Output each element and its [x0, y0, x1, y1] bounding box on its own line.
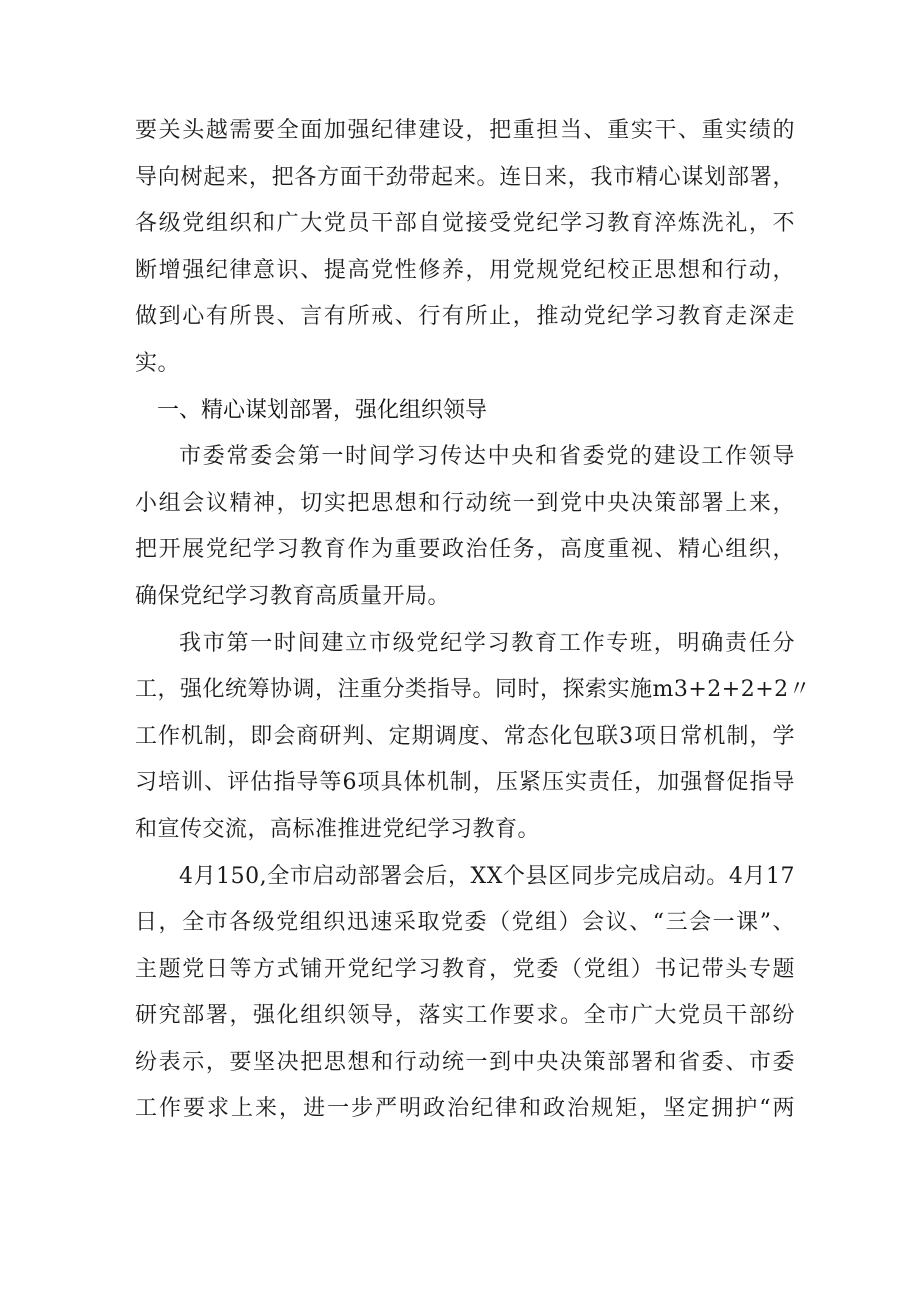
text-line: 实。 — [135, 350, 181, 376]
text-line: 断增强纪律意识、提高党性修养，用党规党纪校正思想和行动， — [135, 257, 795, 283]
document-body — [135, 108, 812, 1133]
text-line: 工作机制，即会商研判、定期调度、常态化包联3项日常机制，学 — [135, 723, 795, 749]
text-line: 工，强化统筹协调，注重分类指导。同时，探索实施m3+2+2+2〃 — [135, 677, 812, 703]
text-line: 日，全市各级党组织迅速采取党委（党组）会议、“三会一课”、 — [135, 910, 795, 936]
text-line: 确保党纪学习教育高质量开局。 — [135, 583, 451, 609]
paragraph-intro — [135, 108, 795, 388]
text-line: 4月150,全市启动部署会后，XX个县区同步完成启动。4月17 — [179, 863, 795, 889]
paragraph-2 — [135, 621, 812, 854]
section-heading: 一、精心谋划部署，强化组织领导 — [157, 397, 488, 423]
text-line: 纷表示，要坚决把思想和行动统一到中央决策部署和省委、市委 — [135, 1049, 795, 1075]
text-line: 各级党组织和广大党员干部自觉接受党纪学习教育淬炼洗礼，不 — [135, 211, 795, 237]
text-line: 我市第一时间建立市级党纪学习教育工作专班，明确责任分 — [179, 630, 795, 656]
text-line: 小组会议精神，切实把思想和行动统一到党中央决策部署上来， — [135, 490, 795, 516]
text-line: 和宣传交流，高标准推进党纪学习教育。 — [135, 816, 541, 842]
text-line: 工作要求上来，进一步严明政治纪律和政治规矩，坚定拥护“两 — [135, 1096, 795, 1122]
text-line: 导向树起来，把各方面干劲带起来。连日来，我市精心谋划部署， — [135, 164, 795, 190]
text-line: 做到心有所畏、言有所戒、行有所止，推动党纪学习教育走深走 — [135, 304, 795, 330]
paragraph-1 — [135, 434, 795, 620]
text-line: 要关头越需要全面加强纪律建设，把重担当、重实干、重实绩的 — [135, 118, 795, 143]
paragraph-3 — [135, 854, 795, 1134]
text-line: 把开展党纪学习教育作为重要政治任务，高度重视、精心组织， — [135, 537, 795, 563]
text-line: 市委常委会第一时间学习传达中央和省委党的建设工作领导 — [179, 444, 795, 470]
text-line: 主题党日等方式铺开党纪学习教育，党委（党组）书记带头专题 — [135, 956, 795, 982]
text-line: 研究部署，强化组织领导，落实工作要求。全市广大党员干部纷 — [135, 1003, 795, 1029]
text-line: 习培训、评估指导等6项具体机制，压紧压实责任，加强督促指导 — [135, 770, 795, 796]
